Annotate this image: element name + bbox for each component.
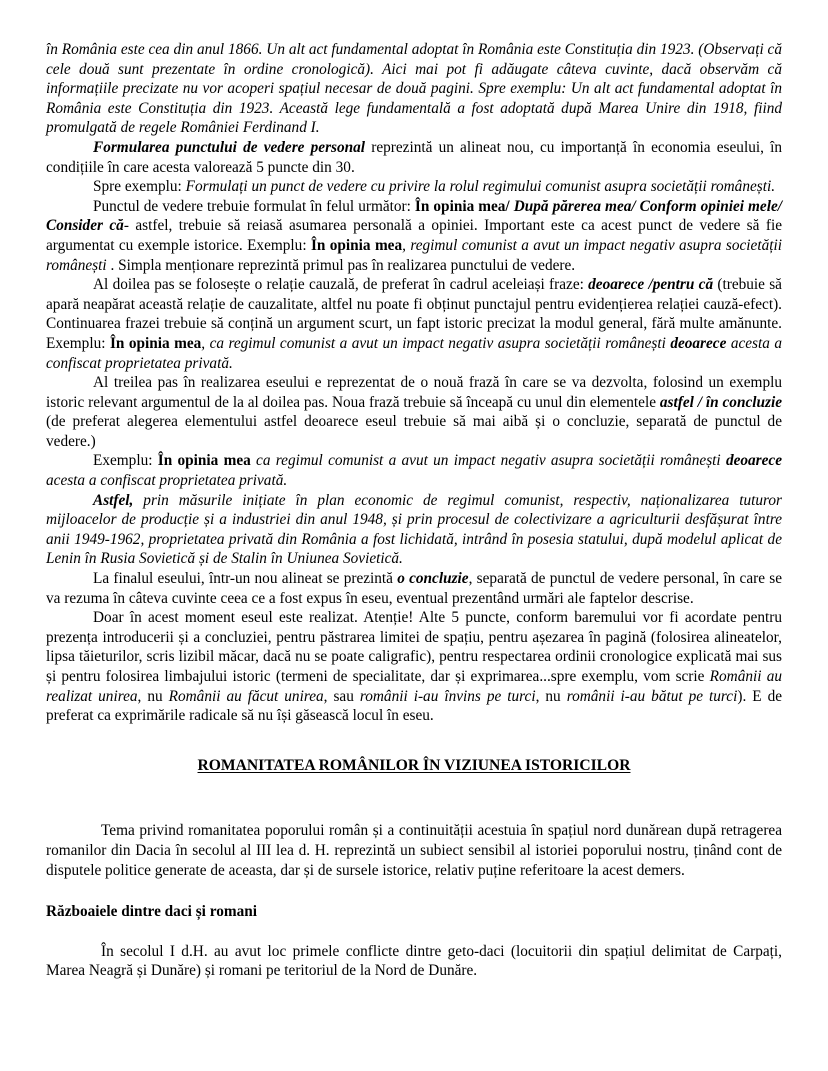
text-run-n: Exemplu: <box>93 452 158 470</box>
text-run-n: ). E de preferat ca exprimările radicale să nu își găsească locul în eseu. <box>46 687 783 725</box>
document-body <box>46 40 782 981</box>
paragraph-tema-romanitate <box>46 821 782 880</box>
text-run-n: - astfel, trebuie să reiasă asumarea personală a opiniei. Important este ca acest punct de vedere să fie argumentat cu exemple istorice. Exemplu: <box>46 217 782 254</box>
text-run-bi: deoarece <box>670 334 727 352</box>
text-run-n: În secolul I d.H. au avut loc primele conflicte dintre geto-daci (locuitorii din spațiul delimitat de Carpați, Marea Neagră și Dunăre) și romani pe teritoriul de la Nord de Dunăre. <box>46 942 782 980</box>
text-run-bi: Formularea punctului de vedere personal <box>93 138 366 156</box>
paragraph-exemplu-opinia <box>46 451 782 490</box>
paragraph-al-treilea-pas <box>46 373 782 451</box>
text-run-n: (de preferat alegerea elementului astfel deoarece eseul trebuie să mai aibă și o concluzie, separată de punctul de vedere.) <box>46 413 782 450</box>
paragraph-la-finalul-eseului <box>46 569 782 608</box>
text-run-n: Doar în acest moment eseul este realizat. Atenție! Alte 5 puncte, conform baremului vor fi acordate pentru prezența introducerii și a concluziei, pentru păstrarea limitei de spațiu, pentru așezarea în pagină (folosirea alineatelor, lipsa tăieturilor, scris lizibil măcar, dacă nu se poate caligrafic), pentru respectarea ordinii cronologice explicată mai sus și pentru folosirea limbajului istoric (termeni de specialitate, dar și exprimarea...spre exemplu, vom scrie <box>46 609 782 685</box>
spacer-before-heading <box>46 726 782 756</box>
text-run-i: acesta a confiscat proprietatea privată. <box>46 472 288 490</box>
paragraph-formularea-punctului <box>46 138 782 177</box>
spacer-before-subheading <box>46 880 782 902</box>
paragraph-astfel-masuri <box>46 491 782 569</box>
text-run-b: În opinia mea/ <box>414 197 514 215</box>
paragraph-spre-exemplu <box>46 177 782 197</box>
text-run-i: în România este cea din anul 1866. Un alt act fundamental adoptat în România este Constituția din 1923. (Observați că cele două sunt prezentate în ordine cronologică). Aici mai pot fi adăugate câteva cuvinte, dacă observăm că informațiile precizate nu vor acoperi spațiul necesar de două pagini. Spre exemplu: Un alt act fundamental adoptat în România este Constituția din 1923. Această lege fundamentală a fost adoptată după Marea Unire din 1918, fiind promulgată de regele României Ferdinand I. <box>46 41 782 137</box>
text-run-i: Formulați un punct de vedere cu privire la rolul regimului comunist asupra societății românești. <box>185 178 776 196</box>
text-run-b: În opinia mea <box>310 236 403 254</box>
paragraph-doar-in-acest-moment <box>46 608 782 726</box>
text-run-n: Spre exemplu: <box>93 178 186 196</box>
text-run-bi: Astfel, <box>93 491 134 509</box>
text-run-b: În opinia mea <box>109 334 202 352</box>
text-run-n: , sau <box>323 687 360 705</box>
text-run-n: Al treilea pas în realizarea eseului e reprezentat de o nouă frază în care se va dezvolta, folosind un exemplu istoric relevant argumentul de la al doilea pas. Noua frază trebuie să înceapă cu unul din elementele <box>46 374 782 411</box>
text-run-i: românii i-au bătut pe turci <box>566 687 738 705</box>
spacer-after-heading <box>46 775 782 821</box>
text-run-n: . Simpla menționare reprezintă primul pas în realizarea punctului de vedere. <box>106 256 576 274</box>
sub-heading: Războaiele dintre daci și romani <box>46 903 258 921</box>
text-run-n: Punctul de vedere trebuie formulat în felul următor: <box>93 197 415 215</box>
text-run-i: Românii au realizat unirea <box>46 668 782 705</box>
paragraph-intro-constitution <box>46 40 782 138</box>
text-run-n: , nu <box>535 687 567 705</box>
text-run-n: Tema privind romanitatea poporului român și a continuității acestuia în spațiul nord dunărean după retragerea romanilor din Dacia în secolul al III lea d. H. reprezintă un subiect sensibil al istoriei poporului nostru, ținând cont de disputele politice generate de aceasta, dar și de sursele istorice, relativ puține referitoare la acest demers. <box>46 822 782 879</box>
text-run-bi: deoarece <box>725 452 782 470</box>
text-run-bi: astfel / în concluzie <box>659 393 782 411</box>
text-run-i: românii i-au învins pe turci <box>359 687 536 705</box>
paragraph-punctul-de-vedere <box>46 197 782 275</box>
text-run-bi: o concluzie <box>397 570 469 588</box>
text-run-n: reprezintă un alineat nou, cu importanță în economia eseului, în condițiile în care acesta valorează 5 puncte din 30. <box>46 138 783 176</box>
text-run-n: , separată de punctul de vedere personal, în care se va rezuma în câteva cuvinte ceea ce a fost expus în eseu, eventual prezentând urmări ale faptelor descrise. <box>46 570 782 607</box>
spacer-after-subheading <box>46 922 782 942</box>
text-run-b: În opinia mea <box>157 452 251 470</box>
text-run-n: (trebuie să apară neapărat această relație de cauzalitate, altfel nu poate fi obținut punctajul pentru evidențierea relației cauză-efect). Continuarea frazei trebuie să conțină un argument scurt, un fapt istoric precizat la modul general, fără multe amănunte. Exemplu: <box>46 276 782 352</box>
paragraph-al-doilea-pas <box>46 275 782 373</box>
paragraph-secolul-I <box>46 942 782 981</box>
text-run-i: Românii au făcut unirea <box>168 687 324 705</box>
text-run-bi: După părerea mea/ Conform opiniei mele/ Consider că <box>46 197 783 235</box>
text-run-i: prin măsurile inițiate în plan economic de regimul comunist, respectiv, naționalizarea tuturor mijloacelor de producție și a industriei din anul 1948, și prin procesul de colectivizare a agriculturii desfășurat între anii 1949-1962, proprietatea privată din România a fost lichidată, intrând în posesia statului, după modelul aplicat de Lenin în Rusia Sovietică și de Stalin în Uniunea Sovietică. <box>46 491 782 568</box>
text-run-n: , nu <box>137 687 169 705</box>
section-heading-text: ROMANITATEA ROMÂNILOR ÎN VIZIUNEA ISTORICILOR <box>197 756 631 774</box>
section-heading <box>46 756 782 776</box>
text-run-n: Al doilea pas se folosește o relație cauzală, de preferat în cadrul aceleiași fraze: <box>93 276 589 294</box>
text-run-bi: deoarece /pentru că <box>588 276 714 294</box>
text-run-i: , ca regimul comunist a avut un impact negativ asupra societății românești <box>201 334 671 352</box>
text-run-i: , regimul comunist a avut un impact negativ asupra societății românești <box>46 236 782 274</box>
text-run-i: acesta a confiscat proprietatea privată. <box>46 334 782 372</box>
text-run-i: ca regimul comunist a avut un impact negativ asupra societății românești <box>250 452 726 470</box>
text-run-n: La finalul eseului, într-un nou alineat se prezintă <box>93 570 398 588</box>
